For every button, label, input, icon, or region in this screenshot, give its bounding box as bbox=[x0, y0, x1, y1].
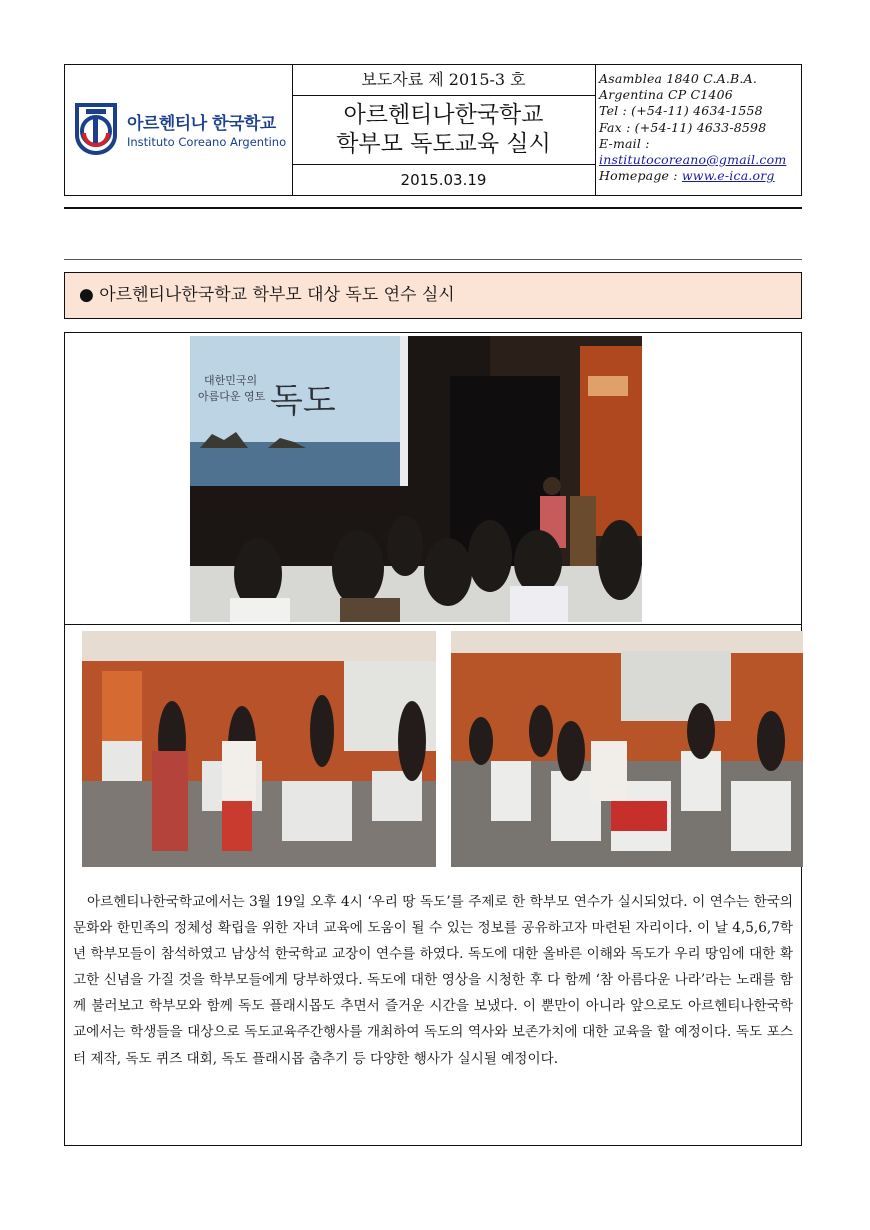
telephone: Tel : (+54-11) 4634-1558 bbox=[599, 103, 763, 119]
section-heading: ● 아르헨티나한국학교 학부모 대상 독도 연수 실시 bbox=[64, 272, 802, 319]
contact-cell bbox=[595, 65, 801, 195]
title-line-1: 아르헨티나한국학교 bbox=[343, 102, 544, 128]
homepage-label: Homepage : bbox=[599, 168, 682, 184]
section-divider bbox=[64, 259, 802, 260]
logo-spanish-name: Instituto Coreano Argentino bbox=[127, 135, 287, 149]
address-line-1: Asamblea 1840 C.A.B.A. bbox=[599, 71, 758, 86]
address-line-2: Argentina CP C1406 bbox=[599, 87, 733, 103]
press-number: 보도자료 제 2015-3 호 bbox=[292, 65, 595, 96]
document-title bbox=[292, 95, 595, 165]
lecture-photo bbox=[190, 336, 642, 622]
email-label: E-mail : bbox=[599, 135, 650, 151]
contact-info bbox=[599, 71, 786, 184]
article-content bbox=[64, 332, 802, 1146]
title-line-2: 학부모 독도교육 실시 bbox=[336, 131, 551, 157]
press-release-header bbox=[64, 64, 802, 196]
screen-caption-line-2: 아름다운 영토 bbox=[198, 390, 266, 403]
logo-cell bbox=[65, 65, 293, 195]
screen-caption-line-1: 대한민국의 bbox=[204, 374, 258, 387]
title-cell bbox=[292, 65, 596, 195]
article-body: 아르헨티나한국학교에서는 3월 19일 오후 4시 ‘우리 땅 독도’를 주제로 한 학부모 연수가 실시되었다. 이 연수는 한국의 문화와 한민족의 정체성 확립을 위한 자녀 교육에 도움이 될 수 있는 정보를 공유하고자 마련된 자리이다. 이 날 4,5,6,7학년 학부모들이 참석하였고 남상석 한국학교 교장이 연수를 하였다. 독도에 대한 올바른 이해와 독도가 우리 땅임에 대한 확고한 신념을 가질 것을 학부모들에게 당부하였다. 독도에 대한 영상을 시청한 후 다 함께 ‘참 아름다운 나라’라는 노래를 함께 불러보고 학부모와 함께 독도 플래시몹도 추면서 즐거운 시간을 보냈다. 이 뿐만이 아니라 앞으로도 아르헨티나한국학교에서는 학생들을 대상으로 독도교육주간행사를 개최하여 독도의 역사와 보존가치에 대한 교육을 할 예정이다. 독도 포스터 제작, 독도 퀴즈 대회, 독도 플래시몹 춤추기 등 다양한 행사가 실시될 예정이다. bbox=[73, 894, 793, 1067]
school-logo-icon bbox=[73, 101, 119, 157]
screen-caption-big: 독도 bbox=[270, 381, 336, 421]
release-date: 2015.03.19 bbox=[400, 171, 487, 189]
audience-photo-right bbox=[451, 631, 803, 867]
email-link[interactable]: institutocoreano@gmail.com bbox=[599, 152, 787, 168]
photo-divider bbox=[65, 624, 801, 625]
homepage-link[interactable]: www.e-ica.org bbox=[681, 168, 775, 184]
logo-korean-name: 아르헨티나 한국학교 bbox=[127, 114, 276, 134]
fax: Fax : (+54-11) 4633-8598 bbox=[599, 119, 767, 135]
flashmob-photo-left bbox=[82, 631, 436, 867]
header-divider bbox=[64, 207, 802, 209]
